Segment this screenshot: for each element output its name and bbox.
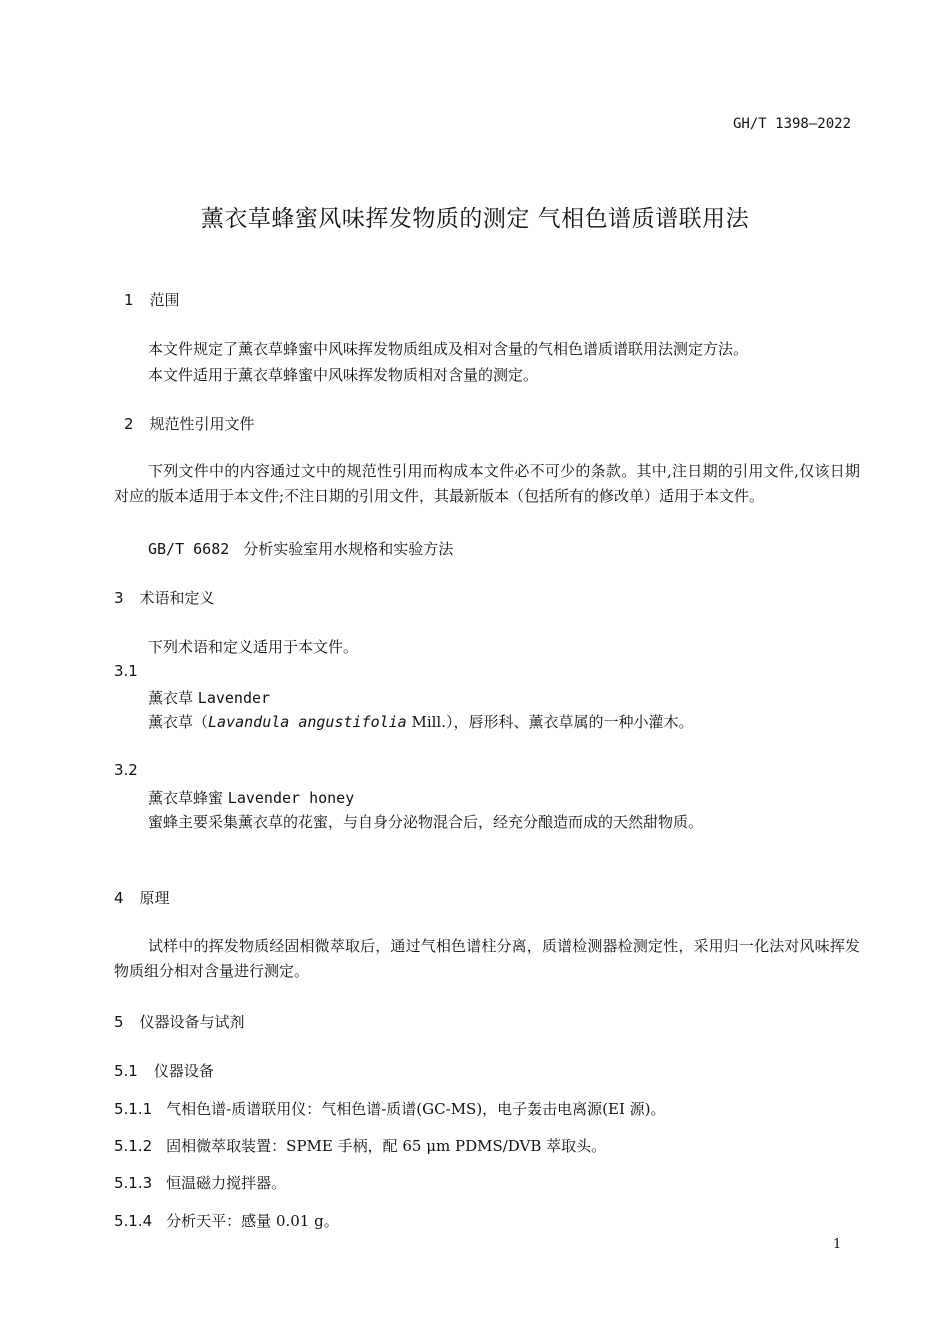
section-2-heading <box>124 413 255 434</box>
clause-number: 5.1.1 <box>114 1100 153 1118</box>
definition-text: Mill.），唇形科、薰衣草属的一种小灌木。 <box>406 713 694 731</box>
section-number: 2 <box>124 415 134 433</box>
subsection-title: 仪器设备 <box>153 1062 214 1080</box>
clause-number: 5.1.3 <box>114 1174 153 1192</box>
clause-item <box>114 1098 666 1119</box>
section-title: 范围 <box>149 291 180 309</box>
term-3-1-name <box>148 687 270 708</box>
term-3-2-name <box>148 787 354 808</box>
document-title: 薰衣草蜂蜜风味挥发物质的测定 气相色谱质谱联用法 <box>200 206 750 232</box>
term-en: Lavender honey <box>227 789 355 807</box>
section-title: 规范性引用文件 <box>149 415 255 433</box>
standard-code: GH/T 1398—2022 <box>733 116 852 132</box>
term-zh: 薰衣草蜂蜜 <box>148 789 224 807</box>
latin-name: Lavandula angustifolia <box>208 713 407 731</box>
section-title: 术语和定义 <box>139 589 215 607</box>
term-3-2-definition: 蜜蜂主要采集薰衣草的花蜜，与自身分泌物混合后，经充分酿造而成的天然甜物质。 <box>148 813 704 831</box>
clause-text: 固相微萃取装置：SPME 手柄，配 65 μm PDMS/DVB 萃取头。 <box>166 1137 607 1155</box>
section-title: 仪器设备与试剂 <box>139 1013 245 1031</box>
section-5-heading <box>114 1011 245 1032</box>
clause-number: 5.1.2 <box>114 1137 153 1155</box>
term-3-1-definition <box>148 711 694 732</box>
reference-code: GB/T 6682 <box>148 540 230 558</box>
subsection-5-1-heading <box>114 1060 214 1081</box>
section-1-paragraph-1: 本文件规定了薰衣草蜂蜜中风味挥发物质组成及相对含量的气相色谱质谱联用法测定方法。 <box>148 340 749 358</box>
section-number: 5 <box>114 1013 124 1031</box>
normative-reference <box>148 538 453 559</box>
section-3-heading <box>114 587 215 608</box>
term-en: Lavender <box>197 689 271 707</box>
clause-item <box>114 1210 339 1231</box>
section-4-paragraph: 试样中的挥发物质经固相微萃取后，通过气相色谱柱分离，质谱检测器检测定性，采用归一化法对风味挥发物质组分相对含量进行测定。 <box>114 937 860 980</box>
term-zh: 薰衣草 <box>148 689 194 707</box>
section-1-heading <box>124 289 180 310</box>
clause-item <box>114 1135 606 1156</box>
clause-text: 分析天平：感量 0.01 g。 <box>166 1212 339 1230</box>
section-4-heading <box>114 887 170 908</box>
clause-text: 恒温磁力搅拌器。 <box>166 1174 287 1192</box>
section-number: 1 <box>124 291 134 309</box>
clause-text: 气相色谱-质谱联用仪：气相色谱-质谱(GC-MS)，电子轰击电离源(EI 源)。 <box>166 1100 666 1118</box>
section-1-paragraph-2: 本文件适用于薰衣草蜂蜜中风味挥发物质相对含量的测定。 <box>148 366 539 384</box>
section-number: 3 <box>114 589 124 607</box>
clause-item <box>114 1172 286 1193</box>
subsection-number: 5.1 <box>114 1062 138 1080</box>
term-3-2-number: 3.2 <box>114 761 138 779</box>
clause-number: 5.1.4 <box>114 1212 153 1230</box>
reference-title: 分析实验室用水规格和实验方法 <box>243 540 454 558</box>
section-title: 原理 <box>139 889 170 907</box>
section-number: 4 <box>114 889 124 907</box>
section-2-paragraph: 下列文件中的内容通过文中的规范性引用而构成本文件必不可少的条款。其中,注日期的引用文件,仅该日期对应的版本适用于本文件;不注日期的引用文件，其最新版本（包括所有的修改单）适用于本文件。 <box>114 462 860 505</box>
section-3-intro: 下列术语和定义适用于本文件。 <box>148 638 359 656</box>
page-number: 1 <box>833 1237 842 1252</box>
definition-text: 薰衣草（ <box>148 713 209 731</box>
term-3-1-number: 3.1 <box>114 662 138 680</box>
